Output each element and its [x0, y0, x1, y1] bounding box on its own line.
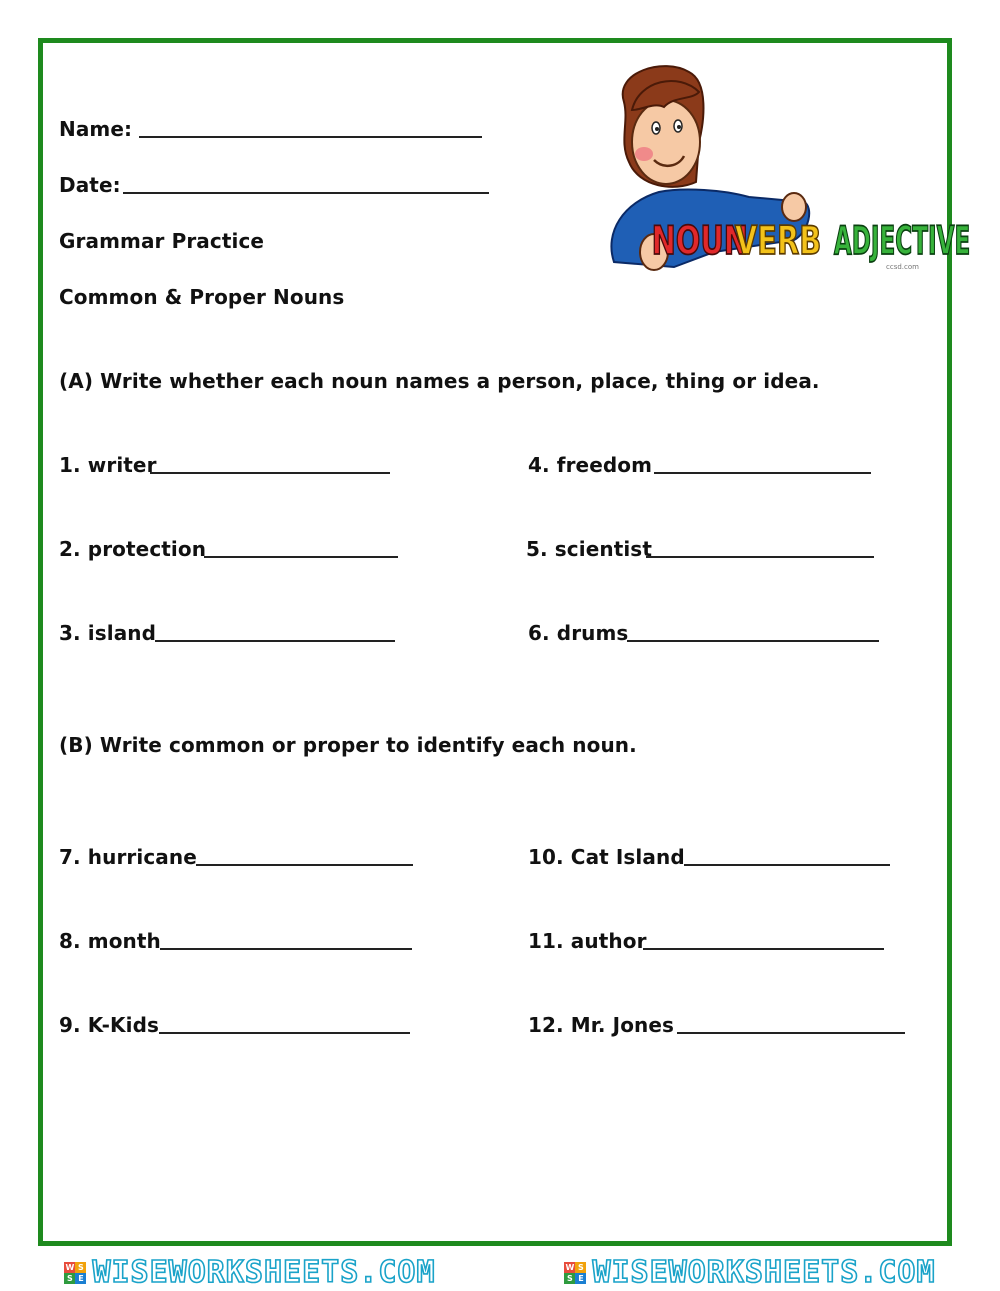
date-field[interactable]: [123, 192, 489, 194]
topic-title: Common & Proper Nouns: [59, 285, 345, 309]
item-1-label: 1. writer: [59, 453, 157, 477]
noun-verb-adjective-clipart: [604, 62, 971, 277]
name-field[interactable]: [139, 136, 482, 138]
item-6-label: 6. drums: [528, 621, 629, 645]
item-8-label: 8. month: [59, 929, 161, 953]
name-label: Name:: [59, 117, 133, 141]
clipart-credit: ccsd.com: [886, 263, 919, 271]
section-a-instruction: (A) Write whether each noun names a person, place, thing or idea.: [59, 369, 820, 393]
clipart-word-adjective: ADJECTIVE: [833, 217, 971, 264]
item-8-answer[interactable]: [160, 948, 412, 950]
item-6-answer[interactable]: [627, 640, 879, 642]
footer-logo: [64, 1255, 435, 1290]
item-1-answer[interactable]: [150, 472, 390, 474]
item-11-answer[interactable]: [643, 948, 884, 950]
item-10-answer[interactable]: [684, 864, 890, 866]
item-5-label: 5. scientist: [526, 537, 652, 561]
item-11-label: 11. author: [528, 929, 647, 953]
item-3-label: 3. island: [59, 621, 157, 645]
item-3-answer[interactable]: [155, 640, 395, 642]
item-9-label: 9. K-Kids: [59, 1013, 160, 1037]
item-12-label: 12. Mr. Jones: [528, 1013, 675, 1037]
clipart-word-verb: VERB: [734, 218, 822, 265]
item-10-label: 10. Cat Island: [528, 845, 685, 869]
clipart-word-noun: NOUN: [651, 218, 749, 265]
footer-watermark: [0, 1254, 1000, 1291]
footer-brand-text: WISEWORKSHEETS.COM: [592, 1255, 936, 1290]
item-7-label: 7. hurricane: [59, 845, 197, 869]
item-7-answer[interactable]: [196, 864, 413, 866]
item-4-label: 4. freedom: [528, 453, 653, 477]
item-4-answer[interactable]: [654, 472, 871, 474]
item-2-answer[interactable]: [204, 556, 398, 558]
date-label: Date:: [59, 173, 121, 197]
item-9-answer[interactable]: [159, 1032, 410, 1034]
section-b-instruction: (B) Write common or proper to identify each noun.: [59, 733, 637, 757]
item-5-answer[interactable]: [646, 556, 874, 558]
wise-badge-icon: W S S E: [64, 1262, 86, 1284]
wise-badge-icon: W S S E: [564, 1262, 586, 1284]
footer-logo-repeat: [564, 1255, 935, 1290]
item-2-label: 2. protection: [59, 537, 207, 561]
subject-title: Grammar Practice: [59, 229, 265, 253]
footer-brand-text: WISEWORKSHEETS.COM: [92, 1255, 436, 1290]
item-12-answer[interactable]: [677, 1032, 905, 1034]
